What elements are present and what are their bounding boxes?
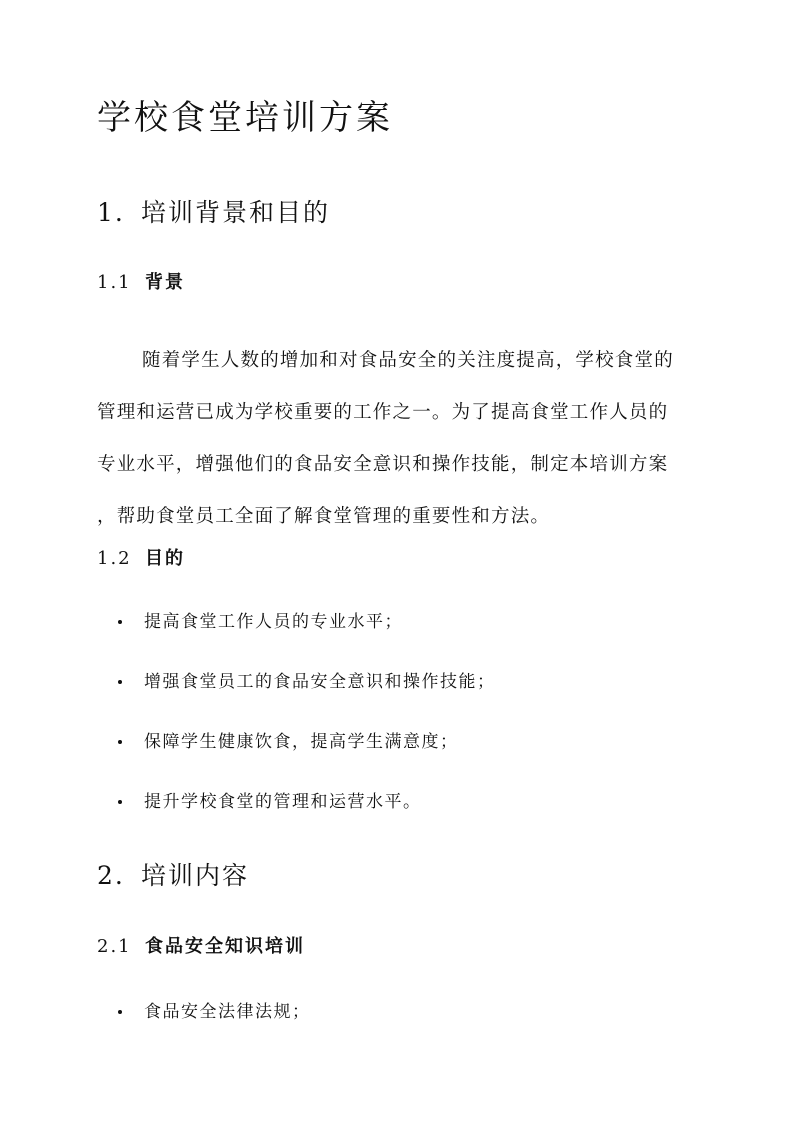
bullet-icon	[118, 740, 122, 744]
subsection-number: 2.1	[97, 936, 132, 957]
list-item-text: 增强食堂员工的食品安全意识和操作技能；	[144, 672, 496, 692]
subsection-1-1-heading	[97, 270, 185, 296]
list-item-text: 提高食堂工作人员的专业水平；	[144, 612, 403, 632]
section-2-heading	[97, 859, 249, 893]
subsection-1-2-heading	[97, 546, 185, 572]
list-item-text: 食品安全法律法规；	[144, 1002, 311, 1022]
subsection-2-1-heading	[97, 934, 305, 960]
subsection-title: 目的	[145, 548, 185, 569]
bullet-icon	[118, 620, 122, 624]
section-number: 2.	[97, 861, 125, 890]
list-item-text: 保障学生健康饮食，提高学生满意度；	[144, 732, 459, 752]
paragraph-line: ，帮助食堂员工全面了解食堂管理的重要性和方法。	[97, 506, 551, 527]
document-title: 学校食堂培训方案	[97, 98, 393, 138]
section-1-heading	[97, 196, 330, 230]
section-title: 培训内容	[141, 861, 250, 890]
bullet-icon	[118, 800, 122, 804]
section-title: 培训背景和目的	[141, 198, 331, 227]
section-number: 1.	[97, 198, 125, 227]
paragraph-line: 随着学生人数的增加和对食品安全的关注度提高，学校食堂的	[142, 350, 674, 371]
subsection-title: 食品安全知识培训	[145, 936, 305, 957]
bullet-icon	[118, 680, 122, 684]
paragraph-line: 专业水平，增强他们的食品安全意识和操作技能，制定本培训方案	[97, 454, 669, 475]
background-paragraph	[97, 335, 703, 543]
subsection-title: 背景	[145, 272, 185, 293]
subsection-number: 1.2	[97, 548, 132, 569]
list-item-text: 提升学校食堂的管理和运营水平。	[144, 792, 422, 812]
subsection-number: 1.1	[97, 272, 132, 293]
paragraph-line: 管理和运营已成为学校重要的工作之一。为了提高食堂工作人员的	[97, 402, 669, 423]
bullet-icon	[118, 1010, 122, 1014]
